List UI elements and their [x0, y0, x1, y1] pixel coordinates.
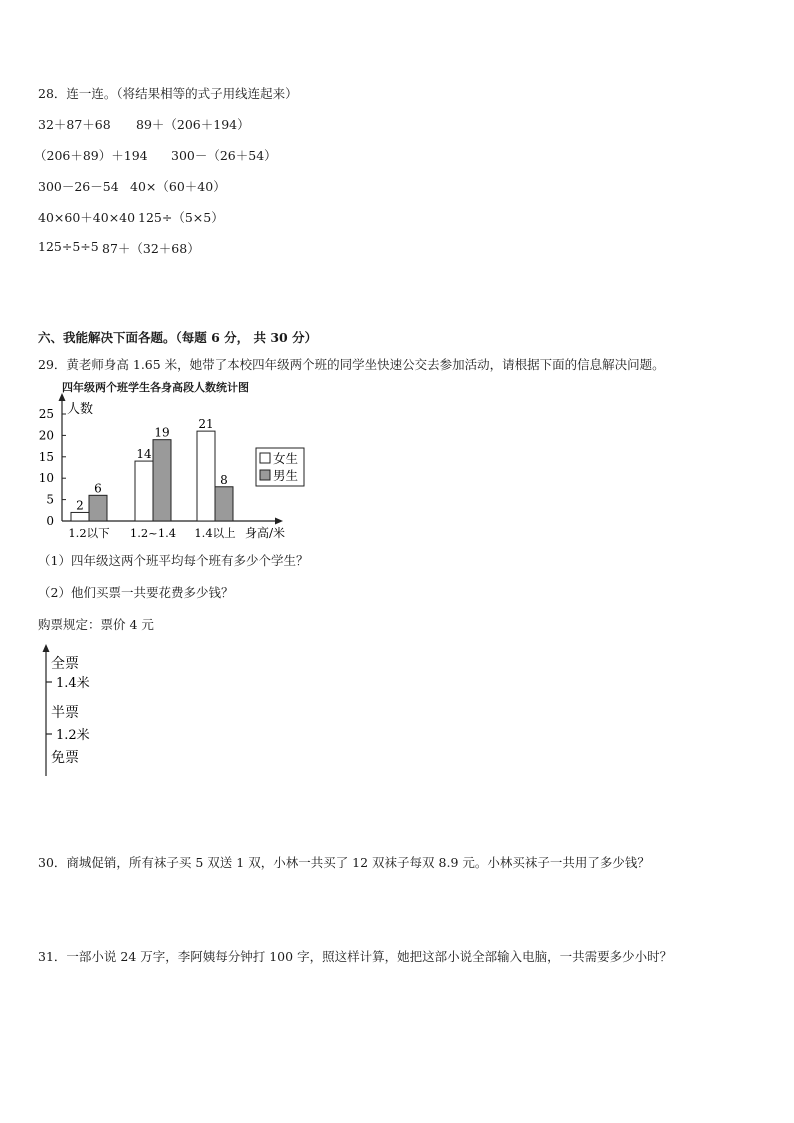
bar-1-0 — [89, 495, 107, 521]
height-bar-chart — [30, 392, 350, 542]
ticket-axis-arrow — [43, 644, 50, 652]
y-axis-label: 人数 — [67, 402, 94, 417]
q28-row-4-right: 125÷（5×5） — [138, 210, 224, 225]
q28-row-5-right: 87＋（32＋68） — [102, 241, 200, 256]
x-tick-label-0: 1.2以下 — [68, 526, 110, 540]
q29-sub1: （1）四年级这两个班平均每个班有多少个学生？ — [38, 553, 309, 568]
legend-swatch-1 — [260, 470, 270, 480]
ticket-free-label: 免票 — [51, 750, 79, 766]
ticket-half-label: 半票 — [51, 705, 79, 721]
y-tick-label-1: 5 — [46, 492, 54, 507]
q28-row-1-left: 32＋87＋68 — [38, 117, 111, 132]
y-tick-label-5: 25 — [38, 407, 54, 421]
y-tick-label-3: 15 — [38, 449, 54, 464]
chart-title: 四年级两个班学生各身高段人数统计图 — [62, 381, 249, 394]
q28-row-3-right: 40×（60＋40） — [130, 179, 226, 194]
q30-text: 30．商城促销，所有袜子买 5 双送 1 双，小林一共买了 12 双袜子每双 8.9 元。小林买袜子一共用了多少钱？ — [38, 855, 650, 870]
q31-text: 31．一部小说 24 万字，李阿姨每分钟打 100 字，照这样计算，她把这部小说全部输入电脑，一共需要多少小时？ — [38, 949, 673, 964]
section-6-title: 六、我能解决下面各题。（每题 6 分， 共 30 分） — [38, 330, 318, 345]
q28-row-2-left: （206＋89）＋194 — [34, 148, 148, 163]
bar-label-1-0: 6 — [94, 481, 102, 496]
q28-row-2-right: 300－（26＋54） — [171, 148, 277, 163]
bar-0-0 — [71, 512, 89, 521]
q28-title: 28．连一连。（将结果相等的式子用线连起来） — [38, 86, 298, 101]
bar-label-1-1: 19 — [154, 425, 170, 440]
x-tick-label-2: 1.4以上 — [194, 526, 236, 540]
y-tick-label-2: 10 — [38, 471, 54, 486]
x-tick-label-1: 1.2~1.4 — [129, 526, 177, 540]
q29-rule: 购票规定：票价 4 元 — [38, 617, 154, 632]
bar-label-1-2: 8 — [220, 472, 228, 487]
q28-row-1-right: 89＋（206＋194） — [136, 117, 250, 132]
ticket-mark-1: 1.4米 — [56, 676, 90, 691]
q28-row-3-left: 300－26－54 — [38, 179, 119, 194]
ticket-mark-2: 1.2米 — [56, 728, 90, 743]
ticket-rule-diagram — [38, 644, 128, 779]
q28-row-5-left: 125÷5÷5 — [38, 239, 99, 254]
bar-1-2 — [215, 487, 233, 521]
q29-sub2: （2）他们买票一共要花费多少钱？ — [38, 585, 234, 600]
legend-label-0: 女生 — [273, 451, 299, 466]
legend-swatch-0 — [260, 453, 270, 463]
bar-label-0-2: 21 — [198, 417, 214, 432]
q29-text: 29．黄老师身高 1.65 米，她带了本校四年级两个班的同学坐快速公交去参加活动，请根据下面的信息解决问题。 — [38, 357, 665, 372]
q28-row-4-left: 40×60＋40×40 — [38, 210, 136, 225]
x-axis-arrow — [275, 518, 283, 525]
ticket-full-label: 全票 — [51, 656, 79, 672]
y-axis-arrow — [59, 393, 66, 401]
bar-0-2 — [197, 431, 215, 521]
y-tick-label-0: 0 — [46, 514, 54, 528]
legend-label-1: 男生 — [273, 468, 299, 483]
y-tick-label-4: 20 — [38, 428, 54, 443]
bar-1-1 — [153, 440, 171, 521]
bar-label-0-1: 14 — [136, 447, 152, 462]
x-axis-label: 身高/米 — [245, 526, 286, 540]
bar-0-1 — [135, 461, 153, 521]
bar-label-0-0: 2 — [76, 498, 84, 513]
